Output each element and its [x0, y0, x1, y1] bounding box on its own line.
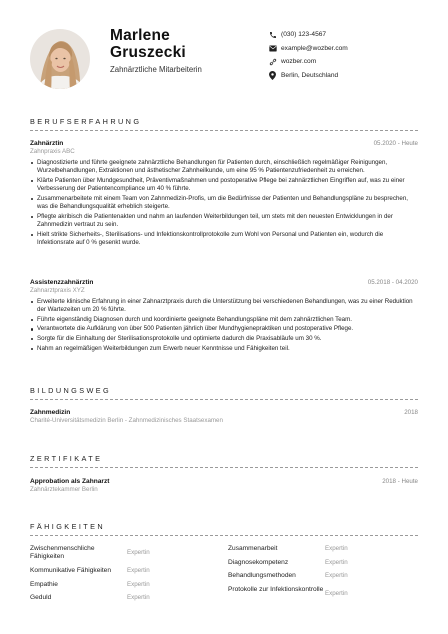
section-title-education: BILDUNGSWEG [30, 386, 112, 395]
certificate-entry [30, 478, 418, 493]
candidate-name [110, 27, 260, 61]
skill-name: Zwischenmenschliche Fähigkeiten [30, 545, 95, 561]
bullet-item: Nahm an regelmäßigen Weiterbildungen zum Erwerb neuer Kenntnisse und Fähigkeiten teil. [30, 345, 418, 353]
skill-level: Expertin [325, 572, 348, 579]
map-pin-icon [268, 71, 277, 80]
skill-item [30, 581, 225, 592]
contact-website [268, 55, 348, 69]
skill-level: Expertin [325, 545, 348, 552]
bullet-item: Zusammenarbeitete mit einem Team von Zahnmedizin-Profis, um die Bedürfnisse der Patienten und Behandlungspläne zu besprechen, was die Behandlungsqualität erheblich steigerte. [30, 195, 418, 212]
entry-company: Zahnpraxis ABC [30, 148, 75, 155]
skill-item [30, 594, 225, 605]
section-title-certificates: ZERTIFIKATE [30, 454, 103, 463]
envelope-icon [268, 44, 277, 53]
phone-icon [268, 30, 277, 39]
contact-location [268, 69, 348, 83]
skill-level: Expertin [325, 558, 348, 566]
entry-institution: Charité-Universitätsmedizin Berlin - Zahnmedizinisches Staatsexamen [30, 417, 223, 424]
website-link[interactable]: wozber.com [281, 58, 317, 66]
section-divider [30, 467, 418, 468]
first-name: Marlene [110, 27, 170, 44]
bullet-item: Hielt strikte Sicherheits-, Sterilisations- und Infektionskontrollprotokolle zum Wohl von Personal und Patienten ein, wodurch die Infektionsrate auf 0 % gesenkt wurde. [30, 231, 418, 248]
section-title-experience: BERUFSERFAHRUNG [30, 117, 142, 126]
skill-level: Expertin [127, 594, 150, 601]
link-icon [268, 57, 277, 66]
skill-name: Empathie [30, 580, 58, 588]
entry-date: 2018 [404, 409, 418, 416]
skill-level: Expertin [127, 580, 150, 588]
experience-entry [30, 140, 418, 248]
email-link[interactable]: example@wozber.com [281, 44, 348, 52]
bullet-item: Erweiterte klinische Erfahrung in einer Zahnarztpraxis durch die Unterstützung bei verschiedenen Behandlungen, was zu einer Reduktion der Wartezeiten um 20 % führte. [30, 298, 418, 315]
bullet-list [30, 298, 418, 353]
skill-level: Expertin [127, 549, 150, 556]
skill-item [228, 545, 423, 556]
bullet-item: Führte eigenständig Diagnosen durch und koordinierte geeignete Behandlungspläne mit dem zahnärztlichen Team. [30, 316, 418, 324]
education-entry [30, 409, 418, 424]
bullet-item: Klärte Patienten über Mundgesundheit, Präventivmaßnahmen und postoperative Pflege bei zahnärztlichen Eingriffen auf, was zu einer Verbesserung der Patientencompliance um 40 % führte. [30, 177, 418, 194]
skill-item [228, 586, 423, 605]
skills-column-right [228, 545, 423, 608]
entry-title: Zahnmedizin [30, 409, 71, 416]
entry-company: Zahnarztpraxis XYZ [30, 287, 85, 294]
section-divider [30, 130, 418, 131]
skill-item [30, 567, 225, 578]
entry-date: 05.2018 - 04.2020 [367, 279, 418, 286]
skill-level: Expertin [325, 589, 348, 597]
skill-item [228, 559, 423, 570]
skill-name: Kommunikative Fähigkeiten [30, 567, 111, 574]
skill-name: Behandlungsmethoden [228, 572, 296, 579]
profile-photo [30, 29, 90, 89]
entry-title: Assistenzzahnärztin [30, 279, 94, 286]
skill-name: Geduld [30, 594, 52, 601]
phone-text: (030) 123-4567 [281, 31, 327, 39]
entry-title: Zahnärztin [30, 140, 64, 147]
entry-issuer: Zahnärztekammer Berlin [30, 486, 98, 493]
contact-email [268, 42, 348, 56]
bullet-item: Sorgte für die Einhaltung der Sterilisationsprotokolle und optimierte dadurch die Praxisabläufe um 30 %. [30, 335, 418, 343]
skill-name: Protokolle zur Infektionskontrolle [228, 585, 324, 593]
bullet-item: Pflegte akribisch die Patientenakten und nahm an laufenden Weiterbildungen teil, um stets mit den neuesten Entwicklungen in der Zahnmedizin vertraut zu sein. [30, 213, 418, 230]
skill-name: Zusammenarbeit [228, 545, 278, 552]
bullet-item: Diagnostizierte und führte geeignete zahnärztliche Behandlungen für Patienten durch, einschließlich regelmäßiger Reinigungen, Wurzelbehandlungen, Extraktionen und ästhetischer Zahnheilkunde, um eine 95 % Patientenzufriedenheit zu erreichen. [30, 159, 418, 176]
entry-date: 05.2020 - Heute [373, 140, 418, 147]
skill-name: Diagnosekompetenz [228, 558, 289, 566]
contact-info [268, 28, 348, 82]
skill-item [228, 572, 423, 583]
section-divider [30, 535, 418, 536]
bullet-item: Verantwortete die Aufklärung von über 500 Patienten jährlich über Mundhygienepraktiken und postoperative Pflege. [30, 325, 418, 333]
last-name: Gruszecki [110, 44, 186, 61]
skills-column-left [30, 545, 225, 608]
contact-phone [268, 28, 348, 42]
skill-level: Expertin [127, 567, 150, 574]
job-title: Zahnärztliche Mitarbeiterin [110, 65, 202, 74]
section-divider [30, 399, 418, 400]
experience-entry [30, 279, 418, 354]
bullet-list [30, 159, 418, 247]
entry-date: 2018 - Heute [382, 478, 418, 485]
entry-title: Approbation als Zahnarzt [30, 478, 110, 485]
skill-item [30, 545, 225, 564]
location-text: Berlin, Deutschland [281, 71, 339, 79]
section-title-skills: FÄHIGKEITEN [30, 522, 106, 531]
